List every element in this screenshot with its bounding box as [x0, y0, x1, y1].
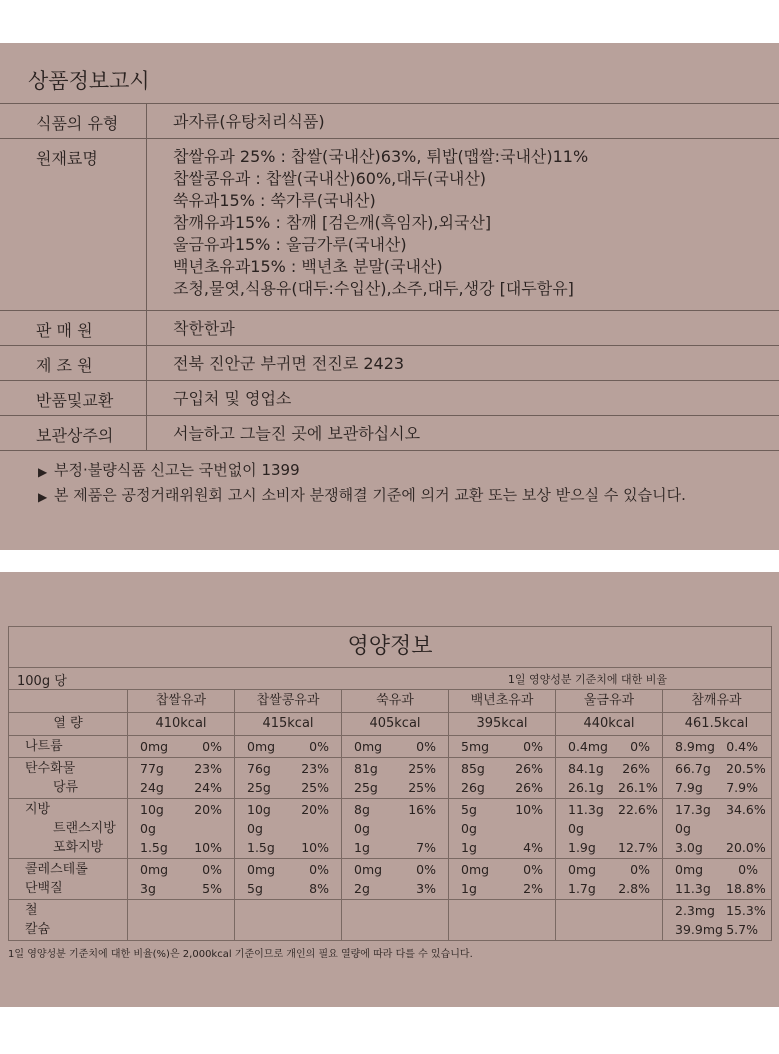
nutrient-value-line: [235, 737, 341, 756]
info-row-ingredients: [0, 138, 779, 310]
nutrient-amount: 66.7g: [675, 761, 711, 776]
nutrient-amount: 5g: [461, 802, 477, 817]
nutrient-percent: 4%: [523, 840, 543, 855]
notice-item: [38, 459, 704, 484]
nutrient-value-line: [342, 759, 448, 778]
nutrient-value-line: [663, 819, 770, 838]
info-row-storage: [0, 415, 779, 451]
nutrient-value-line: [449, 819, 555, 838]
calorie-row: [9, 713, 771, 736]
nutrient-value-cell: [342, 799, 449, 858]
nutrient-value-cell: [449, 736, 556, 757]
info-label: 보관상주의: [0, 416, 147, 450]
product-info-panel: [0, 43, 779, 550]
nutrient-amount: 25g: [354, 780, 378, 795]
product-info-table: [0, 103, 779, 451]
nutrient-value-line: [235, 759, 341, 778]
nutrient-percent: 20.5%: [726, 761, 766, 776]
nutrient-label-cell: [9, 859, 128, 899]
nutrient-amount: 0mg: [140, 739, 169, 754]
info-value-line: 전북 진안군 부귀면 전진로 2423: [173, 354, 405, 373]
info-label: 반품및교환: [0, 381, 147, 415]
info-value: [147, 139, 588, 310]
nutrient-value-line: [128, 819, 234, 838]
nutrient-value-cell: [449, 859, 556, 899]
nutrient-value-line: [663, 879, 770, 898]
info-row-seller: [0, 310, 779, 345]
nutrient-value-line: [128, 879, 234, 898]
nutrient-percent: 0%: [202, 739, 222, 754]
nutrient-value-line: [128, 759, 234, 778]
nutrient-amount: 3g: [140, 881, 156, 896]
nutrient-value-line: [556, 737, 662, 756]
nutrient-percent: 2%: [523, 881, 543, 896]
nutrient-percent: 24%: [194, 780, 222, 795]
calorie-label: 열 량: [9, 713, 128, 735]
nutrient-percent: 0%: [202, 862, 222, 877]
nutrient-value-cell: [235, 900, 342, 940]
nutrient-group: [9, 859, 771, 900]
nutrient-value-line: [556, 778, 662, 797]
nutrient-value-line: [556, 800, 662, 819]
nutrient-value-cell: [235, 799, 342, 858]
ingredient-line: 찹쌀유과 25% : 찹쌀(국내산)63%, 튀밥(맵쌀:국내산)11%: [173, 147, 589, 166]
notice-item: [38, 484, 704, 509]
nutrient-percent: 0%: [738, 862, 758, 877]
product-name-cell: 쑥유과: [342, 690, 449, 712]
nutrient-value-line: [235, 879, 341, 898]
ingredient-line: 쑥유과15% : 쑥가루(국내산): [173, 191, 376, 210]
info-label: 제 조 원: [0, 346, 147, 380]
nutrition-panel: [0, 572, 779, 1007]
nutrient-label: 나트륨: [25, 739, 63, 754]
info-value-line: 구입처 및 영업소: [173, 389, 292, 408]
calorie-value: 415kcal: [235, 713, 342, 735]
nutrient-percent: 20%: [301, 802, 329, 817]
nutrient-value-line: [663, 920, 770, 939]
nutrient-value-line: [342, 860, 448, 879]
nutrient-label-cell: [9, 799, 128, 858]
info-value-line: 과자류(유탕처리식품): [173, 112, 325, 131]
info-label: 식품의 유형: [0, 104, 147, 138]
nutrient-percent: 18.8%: [726, 881, 766, 896]
nutrient-amount: 1g: [461, 881, 477, 896]
nutrient-percent: 25%: [301, 780, 329, 795]
nutrient-label-cell: [9, 736, 128, 757]
nutrient-amount: 0g: [247, 821, 263, 836]
nutrient-value-line: [449, 778, 555, 797]
info-value: [147, 416, 420, 450]
nutrient-amount: 26.1g: [568, 780, 604, 795]
nutrient-value-line: [342, 819, 448, 838]
nutrient-value-line: [342, 800, 448, 819]
nutrient-amount: 84.1g: [568, 761, 604, 776]
info-row-return: [0, 380, 779, 415]
nutrient-value-line: [449, 860, 555, 879]
nutrient-amount: 11.3g: [568, 802, 604, 817]
nutrient-value-cell: [235, 736, 342, 757]
nutrient-percent: [297, 819, 329, 838]
nutrient-value-line: [128, 737, 234, 756]
nutrient-value-cell: [556, 900, 663, 940]
nutrient-percent: [190, 819, 222, 838]
nutrient-amount: 2.3mg: [675, 903, 715, 918]
nutrient-amount: 1g: [354, 840, 370, 855]
nutrient-amount: 10g: [247, 802, 271, 817]
nutrient-value-line: [128, 800, 234, 819]
calorie-value: 440kcal: [556, 713, 663, 735]
nutrient-value-line: [128, 778, 234, 797]
nutrient-percent: 0%: [416, 862, 436, 877]
nutrient-value-line: [556, 838, 662, 857]
product-name-cell: 찹쌀유과: [128, 690, 235, 712]
nutrient-group: [9, 900, 771, 940]
nutrient-amount: 1.5g: [140, 840, 168, 855]
nutrient-value-cell: [556, 859, 663, 899]
nutrient-value-line: [128, 838, 234, 857]
notice-text: 부정·불량식품 신고는 국번없이 1399: [54, 461, 300, 479]
nutrient-value-line: [128, 860, 234, 879]
nutrient-value-line: [663, 901, 770, 920]
nutrient-percent: 22.6%: [618, 802, 658, 817]
nutrient-amount: 77g: [140, 761, 164, 776]
nutrient-value-cell: [663, 758, 770, 798]
nutrient-amount: 0g: [568, 821, 584, 836]
nutrient-value-line: [235, 778, 341, 797]
nutrient-value-line: [663, 778, 770, 797]
product-info-title: 상품정보고시: [28, 69, 150, 93]
nutrient-amount: 0mg: [461, 862, 490, 877]
nutrient-percent: 3%: [416, 881, 436, 896]
nutrient-amount: 0g: [675, 821, 691, 836]
nutrient-amount: 0mg: [247, 739, 276, 754]
nutrient-label-cell: [9, 758, 128, 798]
nutrient-value-line: [556, 879, 662, 898]
nutrient-value-cell: [128, 900, 235, 940]
nutrient-percent: [511, 819, 543, 838]
nutrient-amount: 11.3g: [675, 881, 711, 896]
nutrient-value-cell: [342, 859, 449, 899]
nutrient-percent: [618, 819, 650, 838]
nutrient-percent: 0%: [523, 862, 543, 877]
nutrient-amount: 26g: [461, 780, 485, 795]
nutrient-label: 칼슘: [25, 922, 51, 937]
nutrient-percent: 15.3%: [726, 903, 766, 918]
nutrition-table: [8, 626, 772, 941]
ingredient-line: 조청,물엿,식용유(대두:수입산),소주,대두,생강 [대두함유]: [173, 279, 574, 298]
nutrient-percent: 0.4%: [726, 739, 758, 754]
calorie-value: 405kcal: [342, 713, 449, 735]
nutrient-percent: [404, 819, 436, 838]
nutrient-value-line: [663, 838, 770, 857]
nutrient-value-line: [342, 778, 448, 797]
nutrient-percent: 7.9%: [726, 780, 758, 795]
notice-text: 본 제품은 공정거래위원회 고시 소비자 분쟁해결 기준에 의거 교환 또는 보상 받으실 수 있습니다.: [54, 486, 686, 504]
nutrient-value-cell: [663, 859, 770, 899]
nutrient-percent: 0%: [630, 862, 650, 877]
nutrient-percent: 12.7%: [618, 840, 658, 855]
nutrient-value-line: [235, 800, 341, 819]
nutrient-percent: 5.7%: [726, 922, 758, 937]
nutrient-label: 탄수화물: [25, 761, 76, 776]
nutrient-value-line: [449, 838, 555, 857]
nutrient-percent: 25%: [408, 761, 436, 776]
nutrient-value-line: [235, 860, 341, 879]
nutrient-value-cell: [663, 900, 770, 940]
serving-size: 100g 당: [17, 674, 67, 689]
ingredient-line: 참깨유과15% : 참깨 [검은깨(흑임자),외국산]: [173, 213, 492, 232]
info-value: [147, 346, 404, 380]
nutrient-amount: 24g: [140, 780, 164, 795]
nutrient-value-cell: [449, 758, 556, 798]
nutrient-value-line: [663, 737, 770, 756]
nutrient-value-line: [663, 759, 770, 778]
nutrient-label: 당류: [53, 780, 79, 795]
nutrient-amount: 1.5g: [247, 840, 275, 855]
nutrient-percent: 20%: [194, 802, 222, 817]
info-row-manufacturer: [0, 345, 779, 380]
nutrient-percent: 0%: [630, 739, 650, 754]
nutrient-percent: 7%: [416, 840, 436, 855]
nutrient-amount: 85g: [461, 761, 485, 776]
product-name-cell: 울금유과: [556, 690, 663, 712]
nutrient-amount: 81g: [354, 761, 378, 776]
triangle-bullet-icon: ▶: [38, 490, 48, 504]
info-row-type: [0, 103, 779, 138]
nutrient-value-line: [342, 879, 448, 898]
nutrient-amount: 8g: [354, 802, 370, 817]
nutrient-group: [9, 799, 771, 859]
info-value: [147, 311, 235, 345]
info-value: [147, 381, 291, 415]
nutrient-amount: 0mg: [140, 862, 169, 877]
product-header-row: [9, 690, 771, 713]
nutrient-percent: 5%: [202, 881, 222, 896]
nutrient-percent: 0%: [309, 862, 329, 877]
nutrient-amount: 0g: [140, 821, 156, 836]
nutrient-percent: 10%: [301, 840, 329, 855]
calorie-value: 395kcal: [449, 713, 556, 735]
calorie-value: 410kcal: [128, 713, 235, 735]
nutrient-amount: 1.7g: [568, 881, 596, 896]
nutrient-value-cell: [235, 758, 342, 798]
nutrient-percent: 2.8%: [618, 881, 650, 896]
nutrient-value-line: [556, 759, 662, 778]
nutrient-value-cell: [342, 736, 449, 757]
nutrient-value-line: [235, 838, 341, 857]
info-label: 원재료명: [0, 139, 147, 310]
nutrient-value-cell: [235, 859, 342, 899]
ingredient-line: 울금유과15% : 울금가루(국내산): [173, 235, 407, 254]
nutrient-value-cell: [663, 736, 770, 757]
nutrient-value-cell: [342, 758, 449, 798]
nutrient-amount: 0g: [354, 821, 370, 836]
ingredient-line: 백년초유과15% : 백년초 분말(국내산): [173, 257, 443, 276]
nutrient-amount: 1.9g: [568, 840, 596, 855]
nutrient-percent: 23%: [194, 761, 222, 776]
nutrient-percent: [726, 819, 758, 838]
nutrient-value-cell: [556, 758, 663, 798]
nutrient-value-cell: [342, 900, 449, 940]
nutrient-percent: 10%: [194, 840, 222, 855]
nutrient-amount: 7.9g: [675, 780, 703, 795]
nutrient-value-line: [449, 800, 555, 819]
calorie-value: 461.5kcal: [684, 716, 749, 731]
nutrient-amount: 10g: [140, 802, 164, 817]
nutrition-title: 영양정보: [9, 627, 771, 668]
nutrient-label: 철: [25, 903, 38, 918]
product-name-cell: 참깨유과: [691, 693, 742, 708]
nutrient-value-line: [449, 879, 555, 898]
product-name-cell: 백년초유과: [449, 690, 556, 712]
nutrient-value-cell: [449, 900, 556, 940]
nutrient-amount: 3.0g: [675, 840, 703, 855]
info-label: 판 매 원: [0, 311, 147, 345]
nutrition-subheader: [9, 668, 771, 690]
nutrient-value-cell: [556, 799, 663, 858]
nutrient-value-line: [342, 838, 448, 857]
nutrient-amount: 0.4mg: [568, 739, 608, 754]
nutrient-amount: 1g: [461, 840, 477, 855]
nutrient-value-line: [235, 819, 341, 838]
nutrient-group: [9, 758, 771, 799]
nutrient-value-line: [449, 737, 555, 756]
nutrient-value-line: [663, 860, 770, 879]
nutrient-amount: 0mg: [568, 862, 597, 877]
info-value-line: 착한한과: [173, 319, 235, 338]
nutrition-footnote: 1일 영양성분 기준치에 대한 비율(%)은 2,000kcal 기준이므로 개인의 필요 열량에 따라 다를 수 있습니다.: [8, 949, 473, 960]
nutrient-amount: 5mg: [461, 739, 490, 754]
nutrient-percent: 26.1%: [618, 780, 658, 795]
nutrient-amount: 25g: [247, 780, 271, 795]
nutrient-value-line: [556, 819, 662, 838]
nutrient-percent: 10%: [515, 802, 543, 817]
nutrient-label: 콜레스테롤: [25, 862, 88, 877]
ingredient-line: 찹쌀콩유과 : 찹쌀(국내산)60%,대두(국내산): [173, 169, 487, 188]
nutrient-percent: 20.0%: [726, 840, 766, 855]
nutrient-value-cell: [449, 799, 556, 858]
nutrient-value-line: [342, 737, 448, 756]
nutrient-value-cell: [128, 859, 235, 899]
product-name-cell: 찹쌀콩유과: [235, 690, 342, 712]
nutrient-label: 포화지방: [53, 840, 104, 855]
nutrient-percent: 34.6%: [726, 802, 766, 817]
nutrient-value-cell: [556, 736, 663, 757]
nutrient-value-cell: [128, 799, 235, 858]
info-value-line: 서늘하고 그늘진 곳에 보관하십시오: [173, 424, 421, 443]
nutrient-value-line: [663, 800, 770, 819]
nutrient-percent: 0%: [416, 739, 436, 754]
nutrient-amount: 0mg: [675, 862, 704, 877]
notice-list: [38, 459, 704, 509]
nutrient-group: [9, 736, 771, 758]
nutrient-percent: 23%: [301, 761, 329, 776]
nutrient-percent: 0%: [523, 739, 543, 754]
nutrient-amount: 2g: [354, 881, 370, 896]
nutrient-value-cell: [128, 758, 235, 798]
ratio-note: 1일 영양성분 기준치에 대한 비율: [507, 673, 667, 686]
nutrient-value-line: [556, 860, 662, 879]
nutrient-percent: 26%: [515, 780, 543, 795]
nutrient-amount: 0g: [461, 821, 477, 836]
nutrient-amount: 17.3g: [675, 802, 711, 817]
nutrient-value-cell: [663, 799, 770, 858]
nutrient-label: 지방: [25, 802, 51, 817]
nutrient-percent: 25%: [408, 780, 436, 795]
nutrient-amount: 0mg: [354, 739, 383, 754]
nutrient-label-cell: [9, 900, 128, 940]
info-value: [147, 104, 325, 138]
nutrient-value-line: [449, 759, 555, 778]
nutrient-amount: 39.9mg: [675, 922, 723, 937]
nutrient-percent: 16%: [408, 802, 436, 817]
nutrient-percent: 26%: [622, 761, 650, 776]
nutrient-percent: 0%: [309, 739, 329, 754]
nutrient-amount: 76g: [247, 761, 271, 776]
nutrient-percent: 8%: [309, 881, 329, 896]
header-blank-cell: [9, 690, 128, 712]
nutrient-amount: 8.9mg: [675, 739, 715, 754]
nutrient-value-cell: [128, 736, 235, 757]
nutrient-label: 트랜스지방: [53, 821, 116, 836]
nutrient-amount: 5g: [247, 881, 263, 896]
triangle-bullet-icon: ▶: [38, 465, 48, 479]
nutrient-percent: 26%: [515, 761, 543, 776]
nutrient-amount: 0mg: [247, 862, 276, 877]
nutrient-amount: 0mg: [354, 862, 383, 877]
nutrient-label: 단백질: [25, 881, 63, 896]
